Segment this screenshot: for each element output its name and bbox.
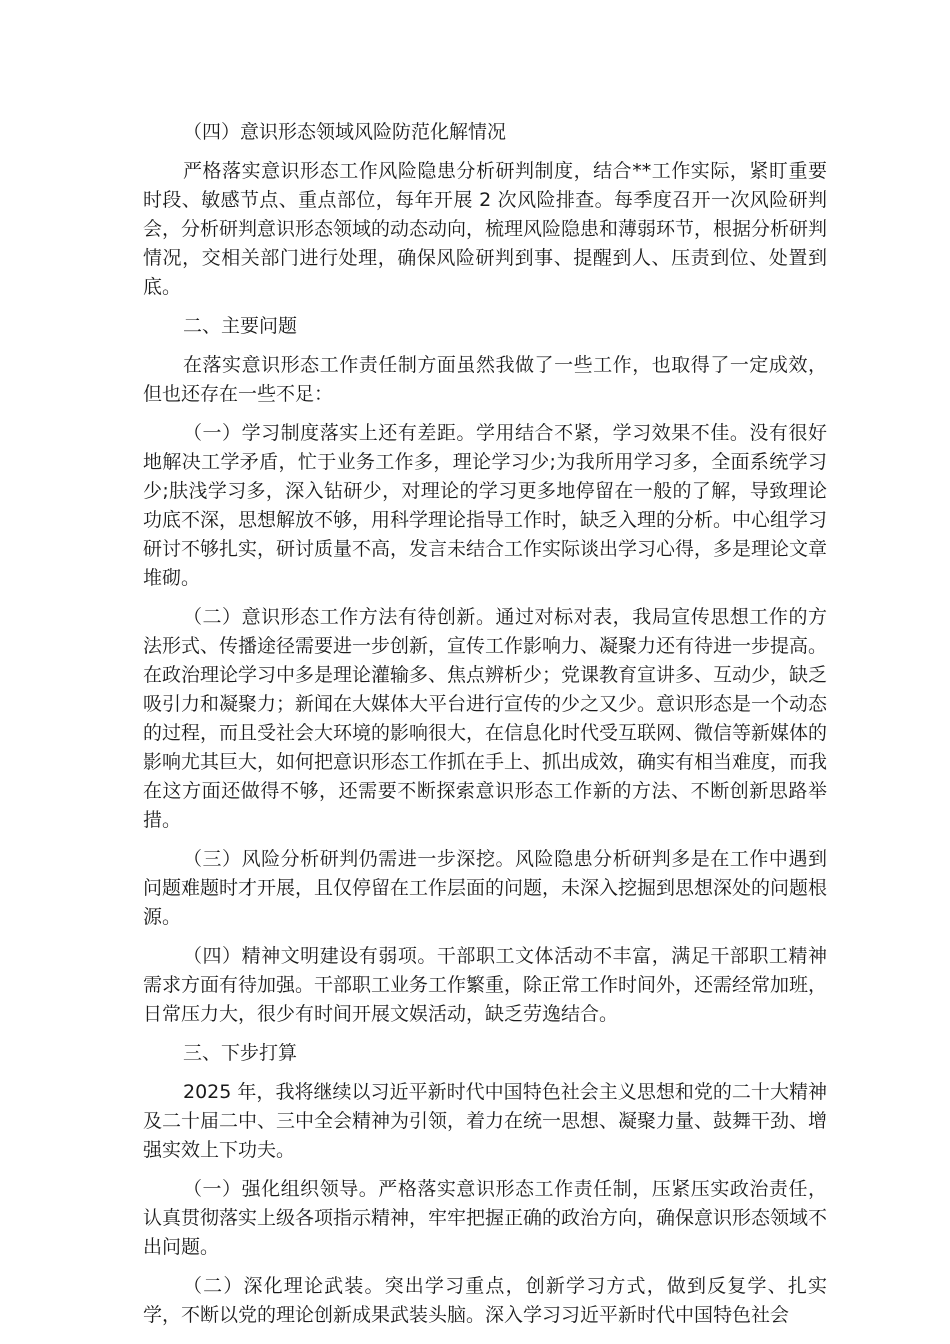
paragraph-problem-4: （四）精神文明建设有弱项。干部职工文体活动不丰富，满足干部职工精神需求方面有待加强。干部职工业务工作繁重，除正常工作时间外，还需经常加班，日常压力大，很少有时间开展文娱活动，缺乏劳逸结合。 bbox=[143, 945, 828, 1025]
paragraph-next-steps-intro: 2025 年，我将继续以习近平新时代中国特色社会主义思想和党的二十大精神及二十届二中、三中全会精神为引领，着力在统一思想、凝聚力量、鼓舞干劲、增强实效上下功夫。 bbox=[143, 1081, 828, 1161]
paragraph-next-step-2: （二）深化理论武装。突出学习重点，创新学习方式，做到反复学、扎实学，不断以党的理论创新成果武装头脑。深入学习习近平新时代中国特色社会 bbox=[143, 1275, 827, 1326]
paragraph-problem-3: （三）风险分析研判仍需进一步深挖。风险隐患分析研判多是在工作中遇到问题难题时才开展，且仅停留在工作层面的问题，未深入挖掘到思想深处的问题根源。 bbox=[143, 848, 828, 928]
section-heading-risk-prevention: （四）意识形态领域风险防范化解情况 bbox=[183, 121, 507, 143]
section-heading-main-problems: 二、主要问题 bbox=[183, 315, 298, 337]
paragraph-risk-analysis: 严格落实意识形态工作风险隐患分析研判制度，结合**工作实际，紧盯重要时段、敏感节点、重点部位，每年开展 2 次风险排查。每季度召开一次风险研判会，分析研判意识形态领域的动态动向，梳理风险隐患和薄弱环节，根据分析研判情况，交相关部门进行处理，确保风险研判到事、提醒到人、压责到位、处置到底。 bbox=[143, 160, 828, 298]
paragraph-problem-2: （二）意识形态工作方法有待创新。通过对标对表，我局宣传思想工作的方法形式、传播途径需要进一步创新，宣传工作影响力、凝聚力还有待进一步提高。在政治理论学习中多是理论灌输多、焦点辨析少；党课教育宣讲多、互动少，缺乏吸引力和凝聚力；新闻在大媒体大平台进行宣传的少之又少。意识形态是一个动态的过程，而且受社会大环境的影响很大，在信息化时代受互联网、微信等新媒体的影响尤其巨大，如何把意识形态工作抓在手上、抓出成效，确实有相当难度，而我在这方面还做得不够，还需要不断探索意识形态工作新的方法、不断创新思路举措。 bbox=[143, 606, 828, 831]
paragraph-next-step-1: （一）强化组织领导。严格落实意识形态工作责任制，压紧压实政治责任，认真贯彻落实上级各项指示精神，牢牢把握正确的政治方向，确保意识形态领域不出问题。 bbox=[143, 1178, 828, 1258]
paragraph-problems-intro: 在落实意识形态工作责任制方面虽然我做了一些工作，也取得了一定成效，但也还存在一些不足： bbox=[143, 354, 827, 405]
section-heading-next-steps: 三、下步打算 bbox=[183, 1042, 298, 1064]
document-page bbox=[143, 118, 827, 1340]
paragraph-problem-1: （一）学习制度落实上还有差距。学用结合不紧，学习效果不佳。没有很好地解决工学矛盾，忙于业务工作多，理论学习少;为我所用学习多，全面系统学习少;肤浅学习多，深入钻研少，对理论的学习更多地停留在一般的了解，导致理论功底不深，思想解放不够，用科学理论指导工作时，缺乏入理的分析。中心组学习研讨不够扎实，研讨质量不高，发言未结合工作实际谈出学习心得，多是理论文章堆砌。 bbox=[143, 422, 828, 589]
